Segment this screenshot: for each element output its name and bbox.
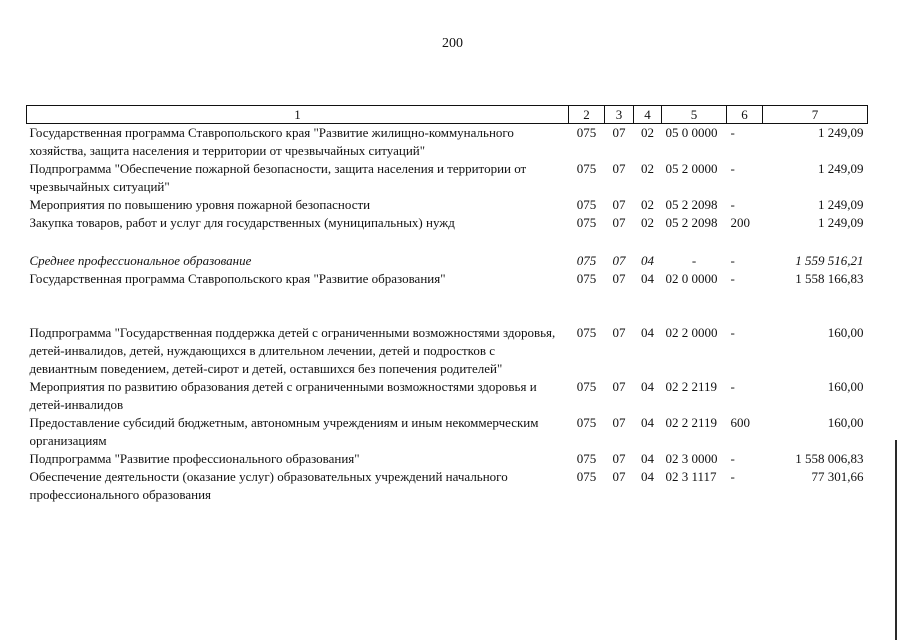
table-body: [27, 124, 868, 505]
column-header-3: 3: [605, 106, 634, 124]
row-name: Мероприятия по развитию образования детей с ограниченными возможностями здоровья и детей-инвалидов: [29, 379, 537, 412]
row-section-code: 07: [612, 451, 626, 466]
row-ministry-code: 075: [576, 197, 597, 212]
column-header-4: 4: [634, 106, 662, 124]
row-ministry-code: 075: [576, 325, 597, 340]
row-name: Подпрограмма "Государственная поддержка детей с ограниченными возможностями здоровья, детей-инвалидов, детей, нуждающихся в длительном лечении, детей и подростков с девиантным поведением, детей-сирот и детей, оставшихся без попечения родителей": [29, 325, 556, 376]
row-section-code: 07: [612, 253, 626, 268]
table-row: [27, 270, 868, 288]
row-ministry-code: 075: [576, 253, 597, 268]
row-name: Среднее профессиональное образование: [29, 253, 252, 268]
table-row: [27, 196, 868, 214]
row-target-code: 02 2 2119: [665, 415, 718, 430]
row-section-code: 07: [612, 325, 626, 340]
row-subsection-code: 04: [641, 415, 654, 430]
row-expense-type: -: [730, 325, 735, 340]
row-subsection-code: 04: [641, 469, 654, 484]
table-row: [27, 124, 868, 161]
row-ministry-code: 075: [576, 271, 597, 286]
row-target-code: 02 2 0000: [665, 325, 718, 340]
row-subsection-code: 04: [641, 451, 654, 466]
row-ministry-code: 075: [576, 379, 597, 394]
row-ministry-code: 075: [576, 125, 597, 140]
row-subsection-code: 02: [641, 161, 654, 176]
row-name: Подпрограмма "Развитие профессионального образования": [29, 451, 360, 466]
column-header-2: 2: [569, 106, 605, 124]
row-subsection-code: 02: [641, 215, 654, 230]
row-amount: 1 559 516,21: [795, 253, 864, 268]
table-row: [27, 288, 868, 378]
row-expense-type: -: [730, 253, 735, 268]
column-header-7: 7: [763, 106, 868, 124]
row-ministry-code: 075: [576, 451, 597, 466]
row-expense-type: -: [730, 271, 735, 286]
budget-table: [26, 105, 868, 504]
row-ministry-code: 075: [576, 415, 597, 430]
row-expense-type: -: [730, 161, 735, 176]
row-amount: 77 301,66: [811, 469, 864, 484]
row-expense-type: -: [730, 197, 735, 212]
row-target-code: 05 2 2098: [665, 197, 718, 212]
row-ministry-code: 075: [576, 469, 597, 484]
column-header-5: 5: [662, 106, 727, 124]
table-row: [27, 414, 868, 450]
row-expense-type: 200: [730, 215, 750, 230]
row-amount: 160,00: [827, 415, 864, 430]
row-name: Государственная программа Ставропольского края "Развитие жилищно-коммунального хозяйства, защита населения и территории от чрезвычайных ситуаций": [29, 125, 514, 158]
row-amount: 1 558 006,83: [795, 451, 864, 466]
row-section-code: 07: [612, 197, 626, 212]
row-subsection-code: 04: [641, 379, 654, 394]
row-ministry-code: 075: [576, 161, 597, 176]
table-row: [27, 232, 868, 270]
row-section-code: 07: [612, 161, 626, 176]
row-subsection-code: 04: [641, 253, 654, 268]
row-target-code: 02 3 1117: [665, 469, 717, 484]
row-amount: 160,00: [827, 325, 864, 340]
row-name: Предоставление субсидий бюджетным, автономным учреждениям и иным некоммерческим организациям: [29, 415, 539, 448]
table-row: [27, 378, 868, 414]
table-row: [27, 468, 868, 504]
row-target-code: 02 3 0000: [665, 451, 718, 466]
table-header: [27, 106, 868, 124]
row-name: Закупка товаров, работ и услуг для государственных (муниципальных) нужд: [29, 215, 455, 230]
row-name: Подпрограмма "Обеспечение пожарной безопасности, защита населения и территории от чрезвычайных ситуаций": [29, 161, 527, 194]
row-amount: 160,00: [827, 379, 864, 394]
row-name: Государственная программа Ставропольского края "Развитие образования": [29, 271, 446, 286]
row-section-code: 07: [612, 379, 626, 394]
row-expense-type: -: [730, 379, 735, 394]
scan-edge-line: [895, 440, 897, 640]
row-target-code: 05 0 0000: [665, 125, 718, 140]
page-number: 200: [442, 36, 463, 51]
table-row: [27, 214, 868, 232]
row-section-code: 07: [612, 215, 626, 230]
row-subsection-code: 02: [641, 125, 654, 140]
row-subsection-code: 04: [641, 271, 654, 286]
row-amount: 1 558 166,83: [795, 271, 864, 286]
row-section-code: 07: [612, 415, 626, 430]
row-amount: 1 249,09: [818, 215, 864, 230]
row-target-code: 05 2 0000: [665, 161, 718, 176]
column-header-6: 6: [727, 106, 763, 124]
row-subsection-code: 02: [641, 197, 654, 212]
row-expense-type: -: [730, 469, 735, 484]
row-target-code: 02 2 2119: [665, 379, 718, 394]
row-name: Обеспечение деятельности (оказание услуг) образовательных учреждений начального профессионального образования: [29, 469, 508, 502]
row-ministry-code: 075: [576, 215, 597, 230]
row-amount: 1 249,09: [818, 197, 864, 212]
row-amount: 1 249,09: [818, 161, 864, 176]
row-name: Мероприятия по повышению уровня пожарной безопасности: [29, 197, 371, 212]
row-section-code: 07: [612, 271, 626, 286]
column-header-1: 1: [27, 106, 569, 124]
row-target-code: -: [691, 253, 697, 268]
row-section-code: 07: [612, 469, 626, 484]
row-subsection-code: 04: [641, 325, 654, 340]
header-row: [27, 106, 868, 124]
row-target-code: 05 2 2098: [665, 215, 718, 230]
row-section-code: 07: [612, 125, 626, 140]
row-expense-type: -: [730, 125, 735, 140]
row-expense-type: 600: [730, 415, 750, 430]
row-target-code: 02 0 0000: [665, 271, 718, 286]
row-amount: 1 249,09: [818, 125, 864, 140]
table-row: [27, 160, 868, 196]
table-row: [27, 450, 868, 468]
row-expense-type: -: [730, 451, 735, 466]
